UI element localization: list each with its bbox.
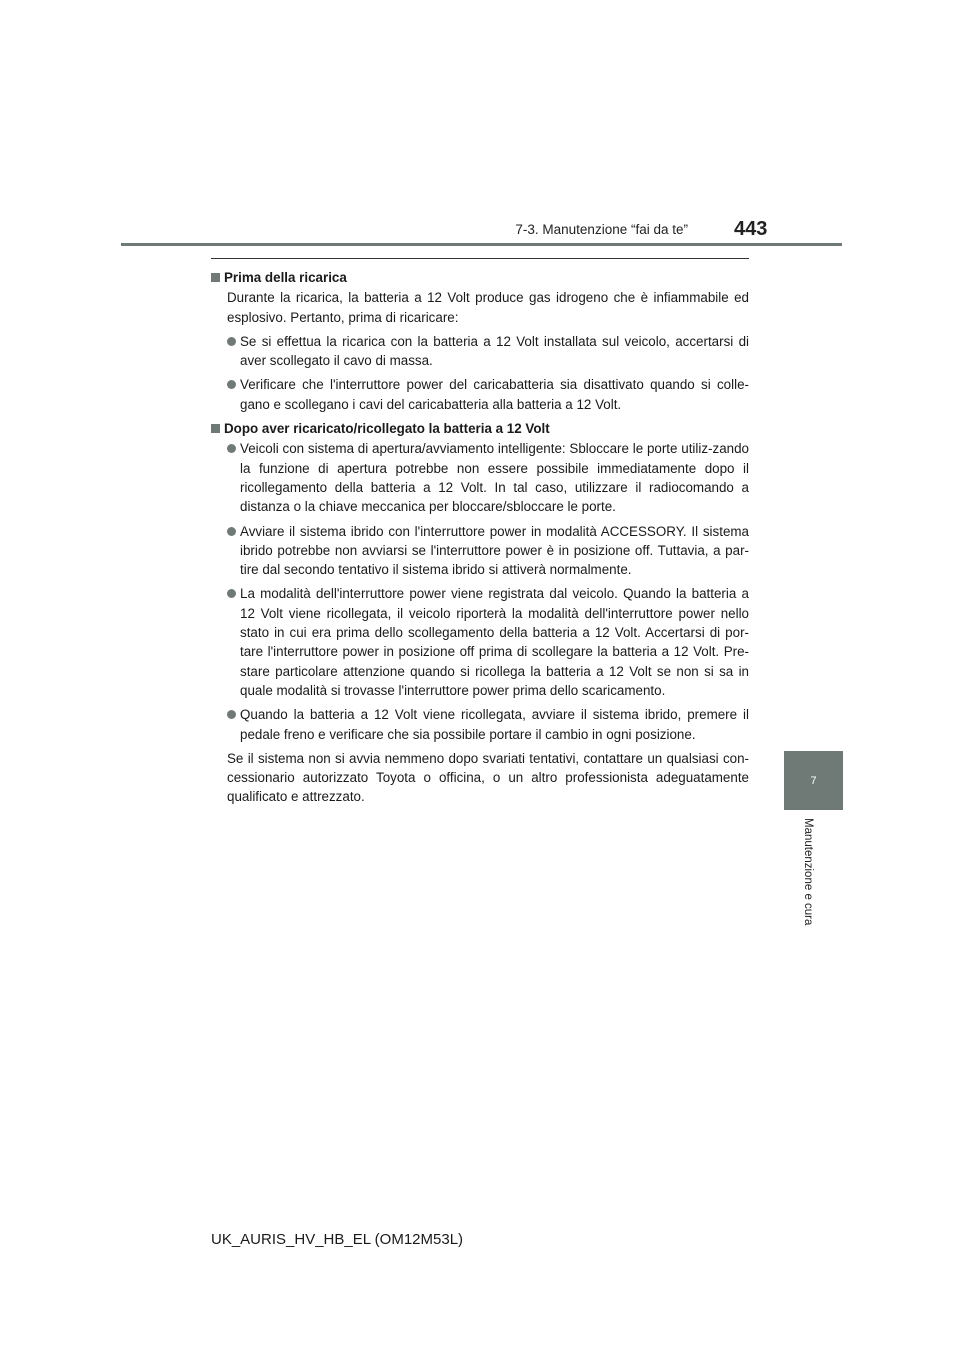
chapter-tab — [784, 751, 843, 810]
section-title: 7-3. Manutenzione “fai da te” — [515, 222, 688, 237]
heading-text: Prima della ricarica — [224, 270, 347, 285]
list-item-text: Veicoli con sistema di apertura/avviamento intelligente: Sbloccare le porte utiliz-zando la funzione di apertura potrebbe non essere possibile immediatamente dopo il ricollegamento della batteria a 12 Volt. In tal caso, utilizzare il radiocomando a distanza o la chiave meccanica per bloccare/sbloccare le porte. — [240, 441, 749, 515]
content-divider — [211, 258, 749, 259]
circle-bullet-icon — [227, 589, 236, 598]
list-item — [227, 584, 749, 700]
header-divider — [121, 243, 842, 246]
list-item-text: Quando la batteria a 12 Volt viene ricollegata, avviare il sistema ibrido, premere il pedale freno e verificare che sia possibile portare il cambio in ogni posizione. — [240, 707, 749, 742]
page-content — [211, 268, 749, 812]
circle-bullet-icon — [227, 337, 236, 346]
list-item — [227, 332, 749, 371]
circle-bullet-icon — [227, 380, 236, 389]
page-number: 443 — [734, 218, 768, 240]
square-bullet-icon — [211, 424, 220, 433]
list-item — [227, 522, 749, 580]
section-heading-charging — [211, 268, 749, 287]
list-item — [227, 375, 749, 414]
chapter-side-label: Manutenzione e cura — [802, 818, 814, 926]
list-item-text: Avviare il sistema ibrido con l'interruttore power in modalità ACCESSORY. Il sistema ibrido potrebbe non avviarsi se l'interruttore power è in posizione off. Tuttavia, a par-tire dal secondo tentativo il sistema ibrido si attiverà normalmente. — [240, 523, 749, 578]
intro-paragraph: Durante la ricarica, la batteria a 12 Volt produce gas idrogeno che è infiammabile ed esplosivo. Pertanto, prima di ricaricare: — [227, 290, 749, 325]
model-code: UK_AURIS_HV_HB_EL (OM12M53L) — [211, 1231, 464, 1248]
square-bullet-icon — [211, 273, 220, 282]
list-item — [227, 705, 749, 744]
list-item-text: La modalità dell'interruttore power viene registrata dal veicolo. Quando la batteria a 12 Volt viene ricollegata, il veicolo riporterà la modalità dell'interruttore power nello stato in cui era prima dello scollegamento della batteria a 12 Volt. Accertarsi di por-tare l'interruttore power in posizione off prima di scollegare la batteria a 12 Volt. Pre-stare particolare attenzione quando si ricollega la batteria a 12 Volt se non si sa in quale modalità si trovasse l'interruttore power prima dello scaricamento. — [240, 586, 749, 698]
section-heading-after-charging — [211, 419, 749, 438]
circle-bullet-icon — [227, 710, 236, 719]
circle-bullet-icon — [227, 527, 236, 536]
closing-paragraph: Se il sistema non si avvia nemmeno dopo svariati tentativi, contattare un qualsiasi con-cessionario autorizzato Toyota o officina, o un altro professionista adeguatamente qualificato e attrezzato. — [227, 750, 749, 805]
list-item-text: Verificare che l'interruttore power del caricabatteria sia disattivato quando si colle-gano e scollegano i cavi del caricabatteria alla batteria a 12 Volt. — [240, 377, 749, 412]
heading-text: Dopo aver ricaricato/ricollegato la batteria a 12 Volt — [224, 421, 550, 437]
list-item — [227, 439, 749, 516]
circle-bullet-icon — [227, 444, 236, 453]
list-item-text: Se si effettua la ricarica con la batteria a 12 Volt installata sul veicolo, accertarsi di aver scollegato il cavo di massa. — [240, 333, 749, 369]
chapter-number: 7 — [810, 774, 817, 787]
